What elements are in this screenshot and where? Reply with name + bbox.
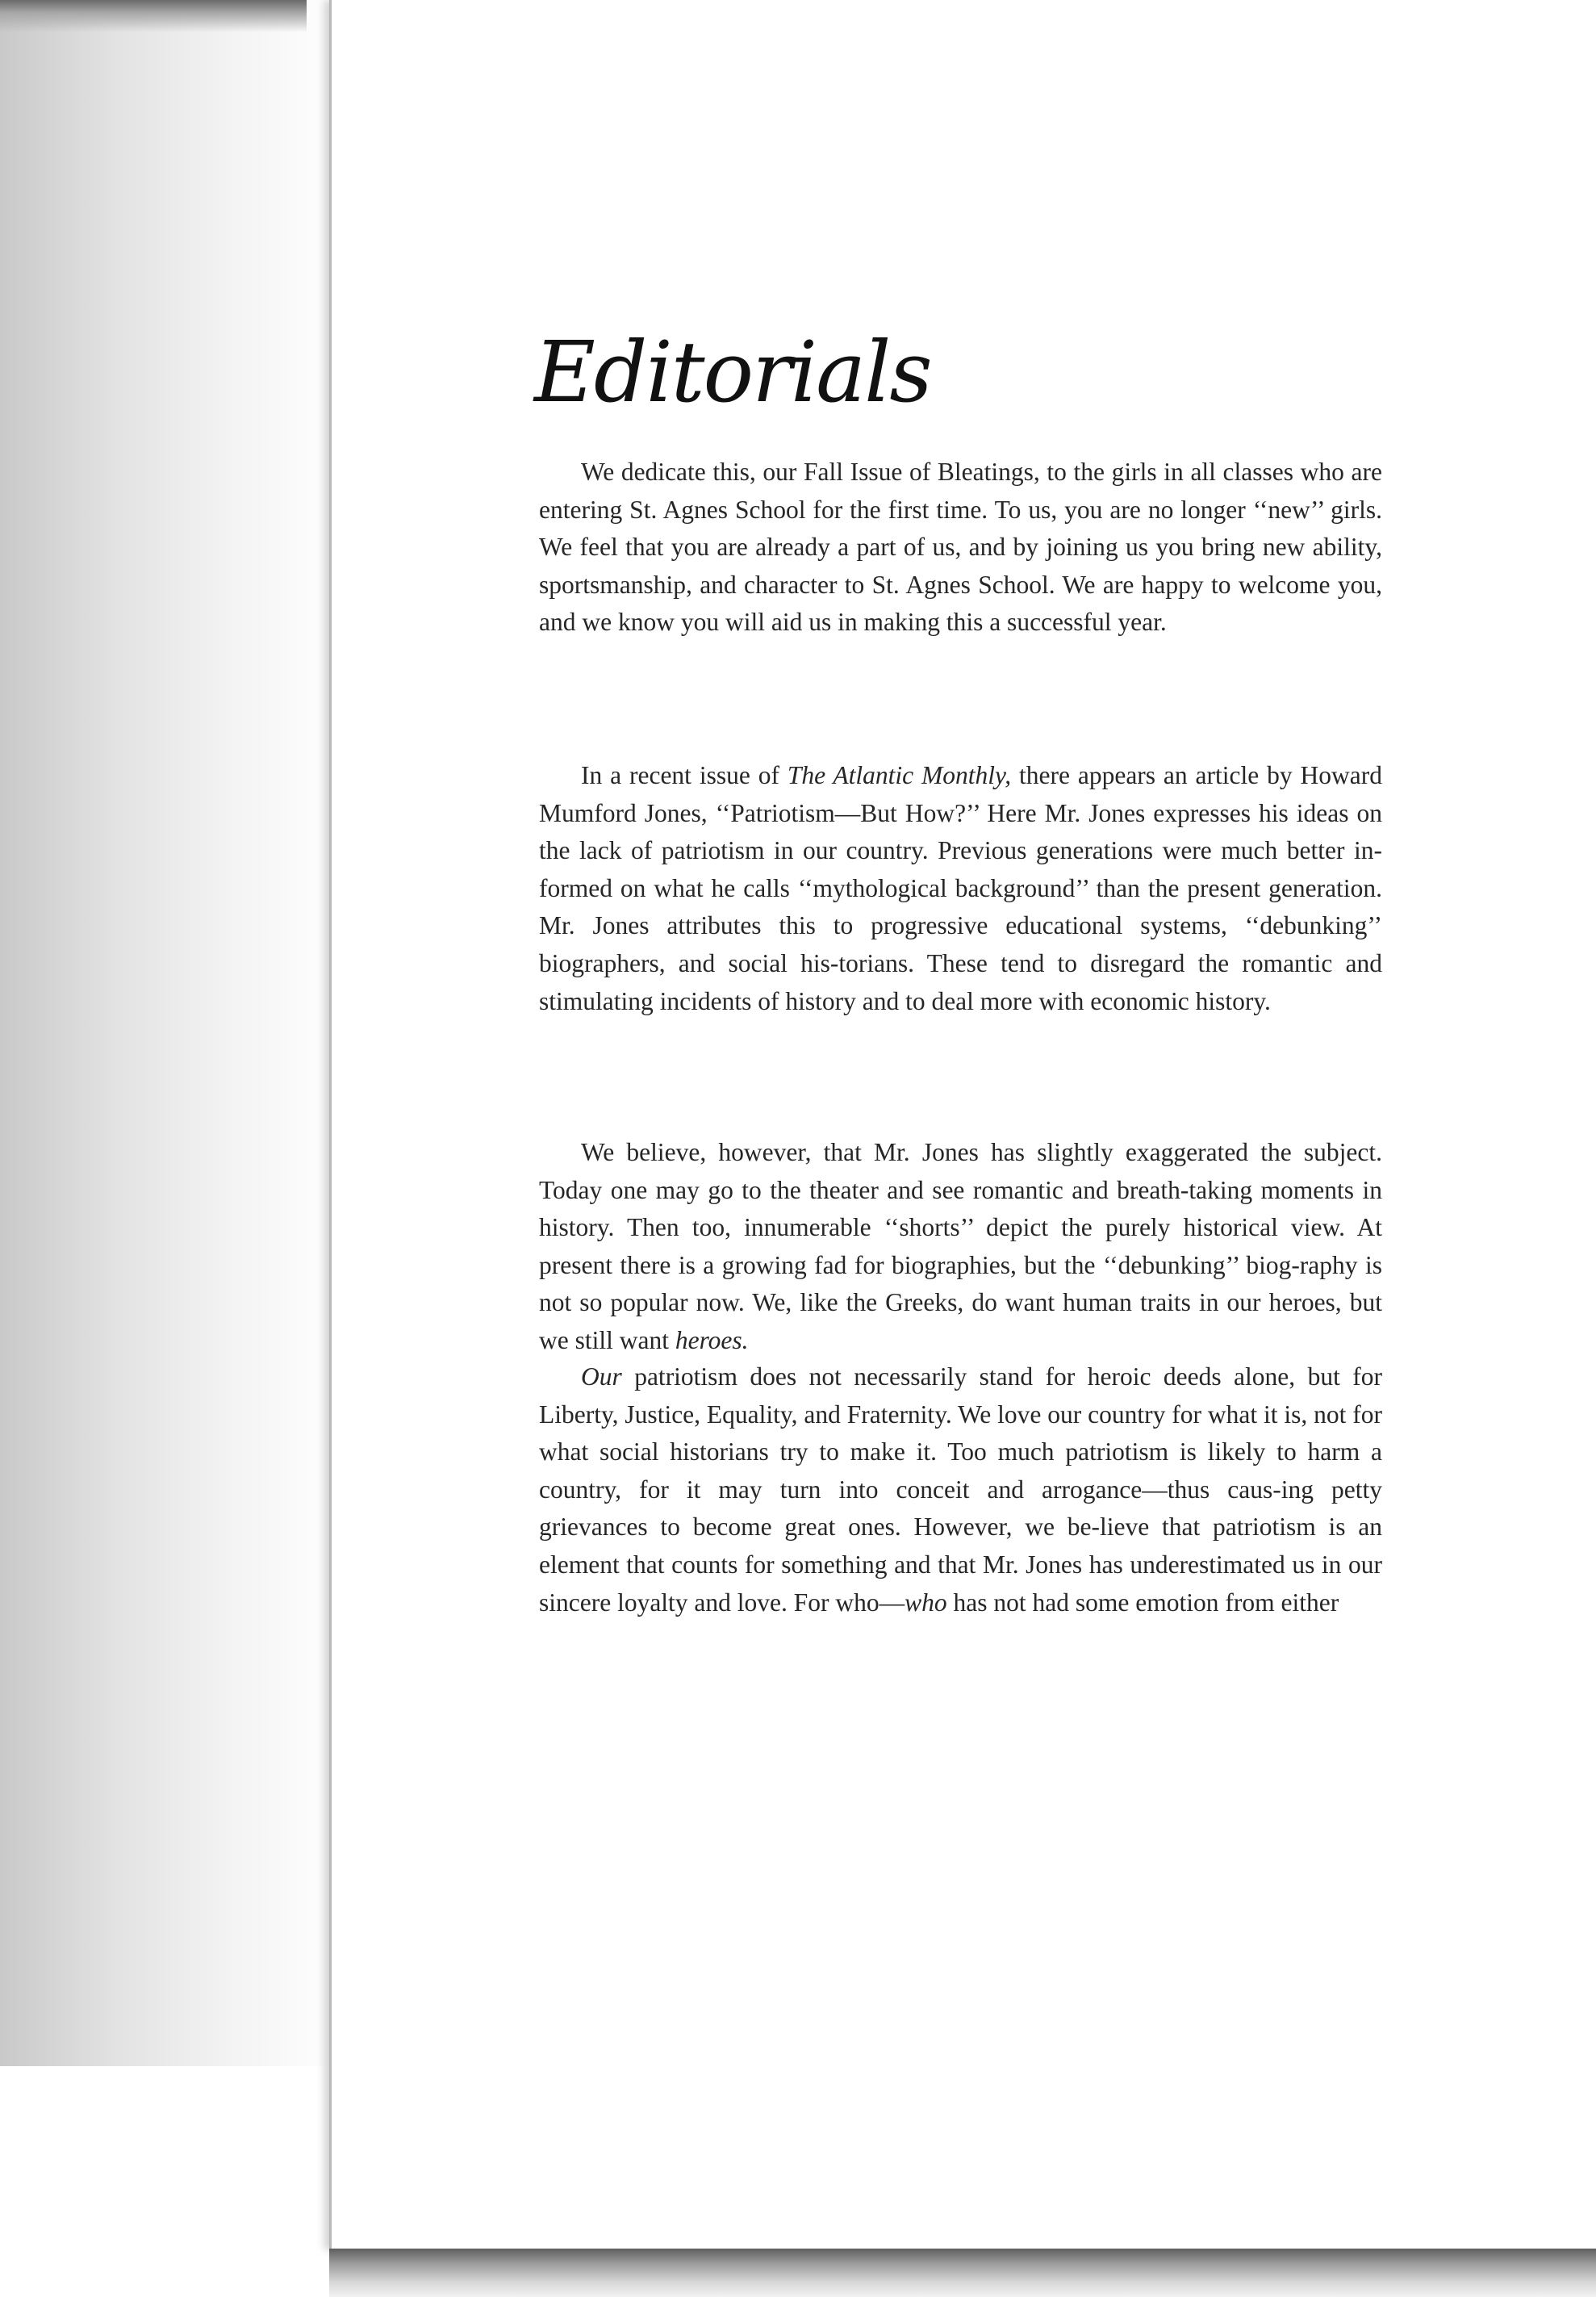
document-page [329,0,1596,2250]
emphasis-text: who [905,1588,947,1617]
editorial-paragraph-2 [539,757,1382,1020]
paragraph-text: there appears an article by Howard Mumford Jones, ‘‘Patriotism—But How?’’ Here Mr. Jones expresses his ideas on the lack of patriotism in our country. Previous generations were much better in-formed on what he calls ‘‘mythological background’’ than the present generation. Mr. Jones attributes this to progressive educational systems, ‘‘debunking’’ biographers, and social his-torians. These tend to disregard the romantic and stimulating incidents of history and to deal more with economic history. [539,761,1382,1015]
scan-left-shadow [0,0,339,2066]
paragraph-text: We dedicate this, our Fall Issue of Bleatings, to the girls in all classes who are entering St. Agnes School for the first time. To us, you are no longer ‘‘new’’ girls. We feel that you are already a part of us, and by joining us you bring new ability, sportsmanship, and character to St. Agnes School. We are happy to welcome you, and we know you will aid us in making this a successful year. [539,458,1382,637]
scan-top-edge [0,0,307,32]
emphasis-text: heroes. [675,1325,749,1354]
paragraph-text: In a recent issue of [581,761,788,789]
emphasis-text: Our [581,1362,622,1391]
paragraph-text: We believe, however, that Mr. Jones has slightly exaggerated the subject. Today one may go to the theater and see romantic and breath-taking moments in history. Then too, innumerable ‘‘shorts’’ depict the purely historical view. At present there is a growing fad for biographies, but the ‘‘debunking’’ biog-raphy is not so popular now. We, like the Greeks, do want human traits in our heroes, but we still want [539,1138,1382,1354]
page-spine-edge [329,0,332,2250]
editorial-paragraph-3 [539,1134,1382,1360]
scan-bottom-edge [329,2249,1596,2297]
editorial-paragraph-1 [539,454,1382,642]
paragraph-text: has not had some emotion from either [946,1588,1339,1617]
paragraph-text: patriotism does not necessarily stand for heroic deeds alone, but for Liberty, Justice, Equality, and Fraternity. We love our country for what it is, not for what social historians try to make it. Too much patriotism is likely to harm a country, for it may turn into conceit and arrogance—thus caus-ing petty grievances to become great ones. However, we be-lieve that patriotism is an element that counts for something and that Mr. Jones has underestimated us in our sincere loyalty and love. For who— [539,1362,1382,1617]
page-title: Editorials [534,323,931,421]
editorial-paragraph-4 [539,1358,1382,1621]
magazine-title: The Atlantic Monthly, [787,761,1012,789]
